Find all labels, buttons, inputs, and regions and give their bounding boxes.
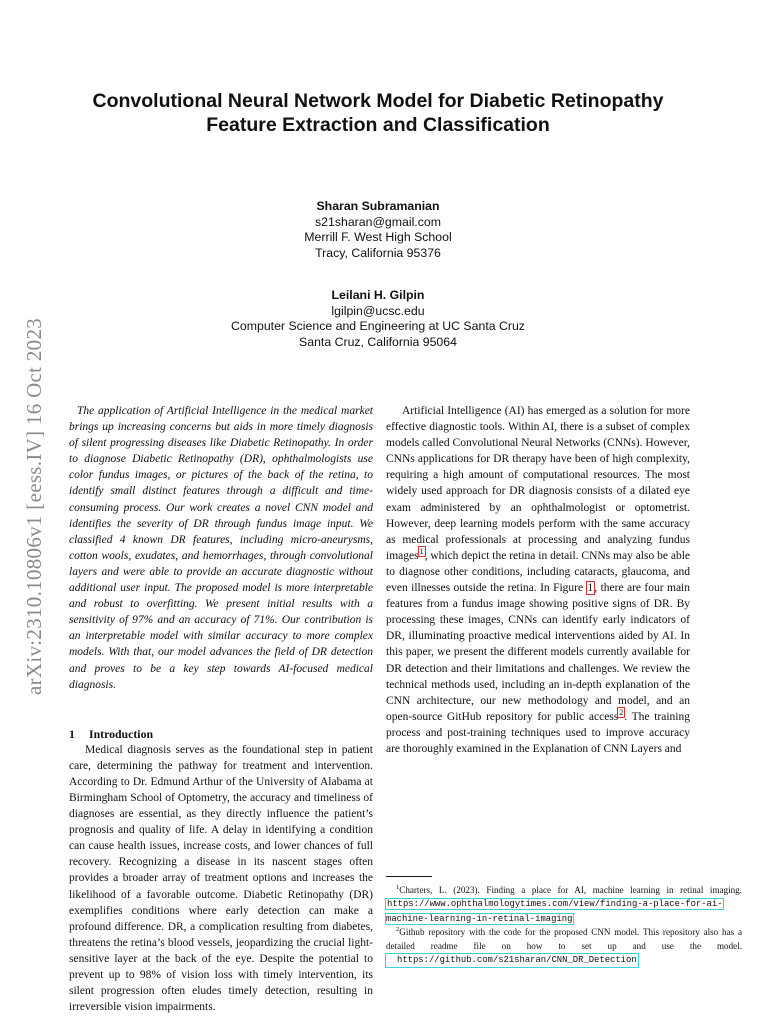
author-affiliation: Computer Science and Engineering at UC Santa Cruz	[231, 319, 525, 333]
author-affiliation: Merrill F. West High School	[304, 230, 452, 244]
right-column	[386, 403, 690, 757]
intro-paragraph-2-text: , which depict the retina in detail. CNNs may also be able to diagnose other conditions, including cataracts, glaucoma, and even illnesses outside the retina. In Figure	[386, 549, 690, 595]
author-block-2	[140, 288, 616, 350]
author-location: Santa Cruz, California 95064	[299, 334, 457, 349]
footnote-text: Github repository with the code for the proposed CNN model. This repository also has a detailed readme file on how to set up and use the model.	[386, 927, 742, 951]
author-block-1	[140, 199, 616, 261]
intro-paragraph-2	[386, 403, 690, 757]
footnote-ref-1[interactable]: 1	[419, 547, 424, 557]
footnote-url-link[interactable]: https://www.ophthalmologytimes.com/view/finding-a-place-for-ai-machine-learning-in-retinal-imaging	[386, 899, 723, 924]
intro-paragraph-2-text: . The training process and post-training techniques used to improve accuracy are thoroughly examined in the Explanation of CNN Layers and	[386, 710, 690, 755]
section-number: 1	[69, 726, 75, 741]
left-column	[69, 403, 373, 1015]
footnote-1	[386, 884, 742, 926]
intro-paragraph-2-text: , there are four main features from a fundus image showing positive signs of DR. By processing these images, CNNs can identify early indicators of DR, illuminating proactive medical interventions aided by AI. In this paper, we present the different models currently available for DR detection and their limitations and challenges. We review the technical methods used, including an in-depth explanation of the CNN architecture, our new methodology and model, and an open-source GitHub repository for public access	[386, 582, 690, 723]
footnote-mark: 2	[396, 926, 400, 934]
footnote-mark: 1	[396, 883, 400, 891]
author-name: Leilani H. Gilpin	[331, 288, 425, 302]
figure-ref-1[interactable]: 1	[587, 582, 594, 595]
footnote-divider	[386, 876, 432, 877]
footnote-2	[386, 926, 742, 967]
abstract: The application of Artificial Intelligence in the medical market brings up increasing concerns but aids in more timely diagnosis of silent progressing diseases like Diabetic Retinopathy. In order to diagnose Diabetic Retinopathy (DR), ophthalmologists use color fundus images, or pictures of the back of the retina, to identify small distinct features through a difficult and time-consuming process. Our work creates a novel CNN model and identifies the severity of DR through fundus image input. We classified 4 known DR features, including micro-aneurysms, cotton wools, exudates, and hemorrhages, through convolutional layers and were able to provide an accurate diagnostic without additional user input. The proposed model is more interpretable and robust to overfitting. We present initial results with a sensitivity of 97% and an accuracy of 71%. Our contribution is an interpretable model with similar accuracy to more complex models. With that, our model advances the field of DR detection and proves to be a key step towards AI-focused medical diagnosis.	[69, 405, 373, 691]
arxiv-identifier-text: arXiv:2310.10806v1 [eess.IV] 16 Oct 2023	[22, 317, 47, 695]
intro-paragraph-1: Medical diagnosis serves as the foundational step in patient care, determining the pathway for treatment and intervention. According to Dr. Edmund Arthur of the University of Alabama at Birmingham School of Optometry, the accuracy and timeliness of diagnoses are essential, as they directly influence the patient’s prognosis and quality of life. A delay in identifying a condition can cause health issues, increase costs, and lower chances of full recovery. Recognizing a disease in its nascent stages often provides a broader array of treatment options and increases the likelihood of a favorable outcome. Diabetic Retinopathy (DR) exemplifies conditions where early detection can make a profound difference. DR, a complication resulting from diabetes, threatens the retina’s blood vessels, jeopardizing the crucial light-sensitive layer at the back of the eye. Despite the potential to prevent up to 98% of vision loss with timely intervention, its silent progression often eludes timely detection, resulting in irreversible vision impairments.	[69, 743, 373, 1014]
arxiv-identifier-stamp	[24, 272, 46, 740]
author-email[interactable]: s21sharan@gmail.com	[315, 214, 441, 229]
intro-paragraph-2-text: Artificial Intelligence (AI) has emerged as a solution for more effective diagnostic tools. Within AI, there is a subset of complex models called Convolutional Neural Networks (CNNs). However, CNNs applications for DR therapy have been of high complexity, requiring a high amount of computational resources. The most widely used approach for DR diagnosis consists of a dilated eye exam administered by an ophthalmologist or optometrist. However, deep learning models perform with the same accuracy as medical professionals at processing and analyzing fundus images	[386, 405, 690, 562]
author-location: Tracy, California 95376	[315, 245, 441, 260]
section-heading-introduction	[69, 726, 373, 742]
footnote-url-link[interactable]: https://github.com/s21sharan/CNN_DR_Detection	[386, 954, 638, 967]
footnotes	[386, 884, 742, 967]
footnote-text: Charters, L. (2023). Finding a place for AI, machine learning in retinal imaging.	[399, 885, 742, 895]
author-email[interactable]: lgilpin@ucsc.edu	[331, 303, 425, 318]
paper-title: Convolutional Neural Network Model for Diabetic Retinopathy Feature Extraction and Classification	[92, 90, 664, 136]
section-title: Introduction	[89, 726, 154, 741]
author-name: Sharan Subramanian	[316, 199, 440, 213]
footnote-ref-2[interactable]: 2	[619, 707, 624, 717]
